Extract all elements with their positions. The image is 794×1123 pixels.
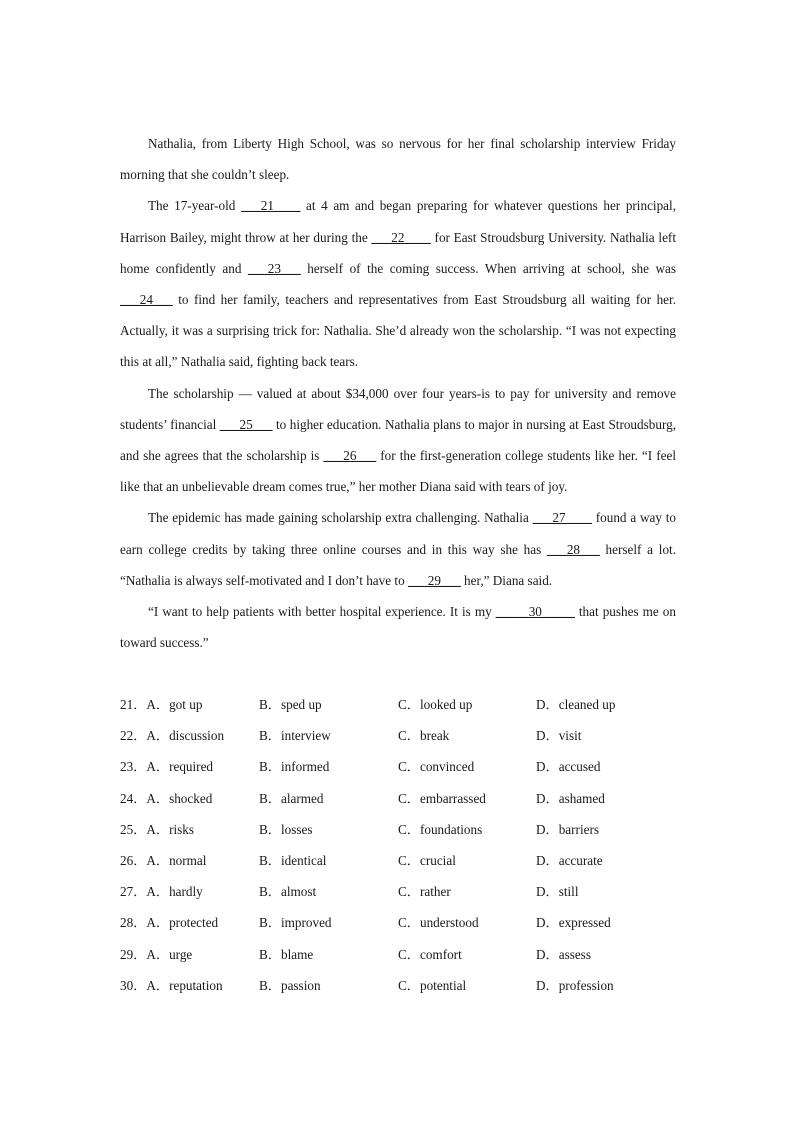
option-a: 27．A．hardly	[120, 884, 203, 900]
option-a: 26．A．normal	[120, 852, 207, 868]
option-d: D．barriers	[536, 821, 599, 837]
blank-30: _____30_____	[495, 604, 575, 620]
text: found a way to earn college credits by taking three online courses and in this way she has	[120, 510, 676, 557]
text: “I want to help patients with better hospital experience. It is my	[148, 604, 496, 620]
option-b: B．interview	[259, 728, 331, 744]
option-c: C．potential	[398, 977, 467, 993]
option-row-26	[120, 845, 680, 876]
option-a: 22．A．discussion	[120, 728, 225, 744]
option-a: 23．A．required	[120, 759, 214, 775]
passage	[120, 128, 676, 658]
text: herself a lot. “Nathalia is always self-motivated and I don’t have to	[120, 541, 677, 588]
option-d: D．cleaned up	[536, 697, 616, 712]
text: Nathalia, from Liberty High School, was so nervous for her final scholarship interview Friday morning that she couldn’t sleep.	[120, 136, 676, 183]
option-row-22	[120, 720, 680, 751]
text: The epidemic has made gaining scholarship extra challenging. Nathalia	[148, 510, 533, 526]
option-d: D．expressed	[536, 915, 611, 931]
option-row-29	[120, 939, 680, 970]
blank-28: ___28___	[547, 541, 600, 557]
option-c: C．comfort	[398, 946, 462, 962]
option-row-30	[120, 970, 680, 1001]
blank-23: ___23___	[247, 260, 301, 276]
option-d: D．accurate	[536, 852, 603, 868]
text: for the first-generation college students like her. “I feel like that an unbelievable dream comes true,” her mother Diana said with tears of joy.	[120, 448, 676, 495]
option-c: C．break	[398, 728, 450, 744]
text: herself of the coming success. When arriving at school, she was	[300, 260, 676, 276]
option-b: B．losses	[259, 821, 313, 837]
blank-21: ___21____	[241, 198, 301, 214]
paragraph-5	[120, 596, 676, 658]
option-a: 29．A．urge	[120, 946, 193, 962]
text: her,” Diana said.	[460, 572, 553, 588]
text: that pushes me on toward success.”	[120, 604, 676, 651]
option-a: 25．A．risks	[120, 821, 194, 837]
option-b: B．almost	[259, 884, 317, 900]
option-c: C．foundations	[398, 821, 483, 837]
paragraph-2	[120, 190, 676, 377]
option-c: C．embarrassed	[398, 790, 486, 806]
option-c: C．convinced	[398, 759, 475, 775]
option-c: C．understood	[398, 915, 479, 931]
option-a: 21．A．got up	[120, 697, 203, 712]
option-row-23	[120, 751, 680, 782]
text: The scholarship — valued at about $34,000 over four years-is to pay for university and remove students’ financial	[120, 385, 676, 432]
option-c: C．looked up	[398, 697, 473, 712]
option-d: D．assess	[536, 946, 591, 962]
paragraph-3	[120, 378, 676, 503]
option-a: 28．A．protected	[120, 915, 219, 931]
text: at 4 am and began preparing for whatever questions her principal, Harrison Bailey, might throw at her during the	[120, 198, 676, 245]
option-row-24	[120, 783, 680, 814]
option-row-21	[120, 689, 680, 720]
text: for East Stroudsburg University. Nathalia left home confidently and	[120, 229, 676, 276]
blank-27: ___27____	[532, 510, 592, 526]
option-row-28	[120, 907, 680, 938]
option-d: D．ashamed	[536, 790, 605, 806]
text: to higher education. Nathalia plans to major in nursing at East Stroudsburg, and she agrees that the scholarship is	[120, 416, 676, 464]
text: to find her family, teachers and representatives from East Stroudsburg all waiting for her. Actually, it was a surprising trick for: Nathalia. She’d already won the scholarship. “I was not expecting this at all,” Nathalia said, fighting back tears.	[120, 292, 676, 370]
option-b: B．informed	[259, 759, 330, 775]
option-a: 30．A．reputation	[120, 977, 223, 993]
text: The 17-year-old	[148, 198, 241, 214]
option-c: C．crucial	[398, 852, 456, 868]
answer-options	[120, 689, 680, 1001]
option-row-27	[120, 876, 680, 907]
option-d: D．accused	[536, 759, 601, 775]
option-b: B．improved	[259, 915, 332, 931]
option-b: B．sped up	[259, 697, 322, 712]
option-d: D．still	[536, 884, 579, 900]
option-row-25	[120, 814, 680, 845]
blank-25: ___25___	[219, 416, 273, 432]
option-a: 24．A．shocked	[120, 790, 213, 806]
option-b: B．passion	[259, 977, 321, 993]
paragraph-4	[120, 502, 676, 596]
option-b: B．alarmed	[259, 790, 324, 806]
option-b: B．identical	[259, 852, 327, 868]
blank-26: ___26___	[323, 448, 377, 464]
blank-22: ___22____	[371, 229, 431, 245]
option-c: C．rather	[398, 884, 451, 900]
option-d: D．visit	[536, 728, 582, 744]
blank-29: ___29___	[407, 572, 461, 588]
paragraph-1	[120, 128, 676, 190]
option-d: D．profession	[536, 977, 614, 993]
option-b: B．blame	[259, 946, 314, 962]
blank-24: ___24___	[120, 292, 173, 308]
